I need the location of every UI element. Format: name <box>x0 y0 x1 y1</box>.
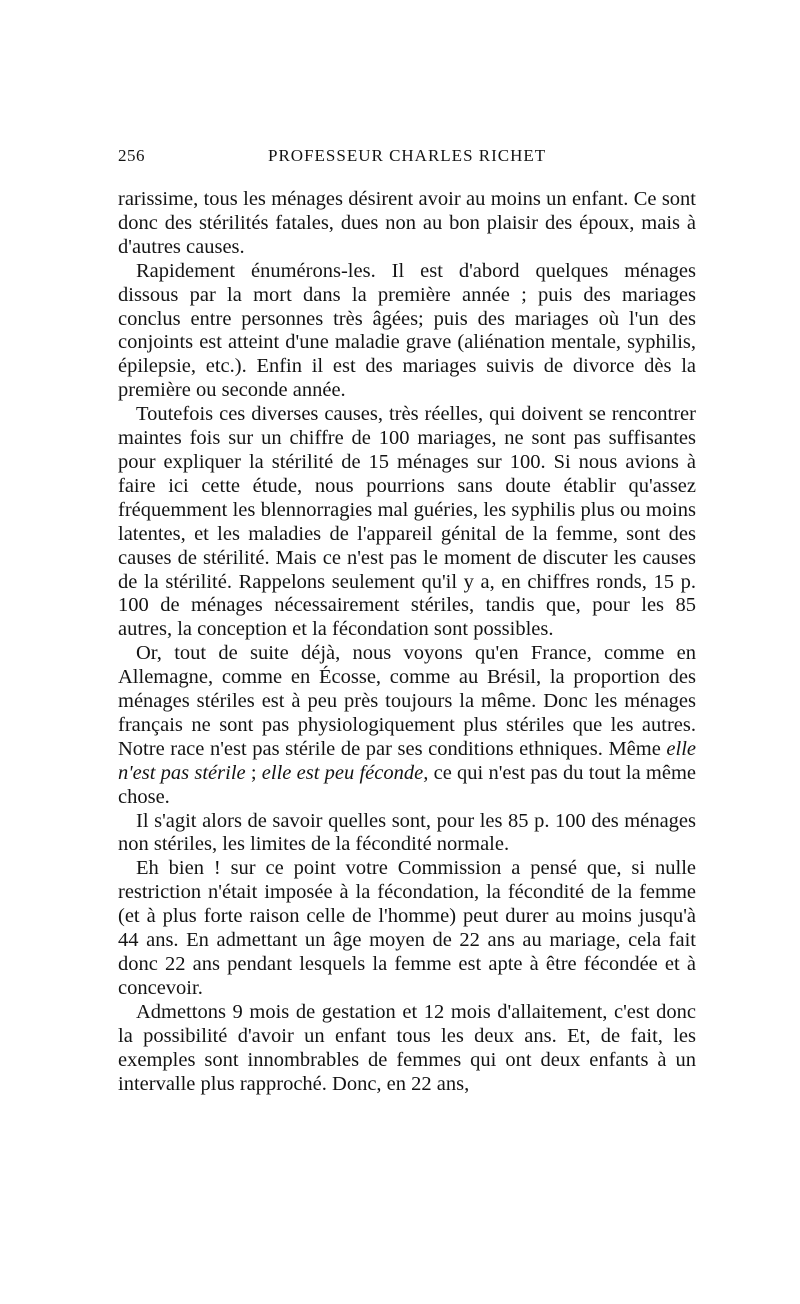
paragraph-4-start: Or, tout de suite déjà, nous voyons qu'en France, comme en Allemagne, comme en Écosse, comme au Brésil, la proportion des ménages stériles est à peu près toujours la même. Donc les ménages français ne sont pas physiologiquement plus stériles que les autres. Notre race n'est pas stérile de par ses conditions ethniques. Même <box>118 642 696 760</box>
book-page <box>118 146 696 1096</box>
paragraph-7: Admettons 9 mois de gestation et 12 mois d'allaitement, c'est donc la possibilité d'avoir un enfant tous les deux ans. Et, de fait, les exemples sont innombrables de femmes qui ont deux enfants à un intervalle plus rapproché. Donc, en 22 ans, <box>118 1000 696 1095</box>
paragraph-4 <box>118 642 696 809</box>
paragraph-6: Eh bien ! sur ce point votre Commission a pensé que, si nulle restriction n'était imposée à la fécondation, la fécondité de la femme (et à plus forte raison celle de l'homme) peut durer au moins jusqu'à 44 ans. En admettant un âge moyen de 22 ans au mariage, cela fait donc 22 ans pendant lesquels la femme est apte à être fécondée et à concevoir. <box>118 857 696 999</box>
italic-phrase-2: elle est peu féconde, <box>261 761 429 784</box>
paragraph-4-separator: ; <box>245 761 262 784</box>
paragraph-4-end: ce qui n'est pas du tout la même chose. <box>118 761 697 808</box>
paragraph-5: Il s'agit alors de savoir quelles sont, pour les 85 p. 100 des ménages non stériles, les limites de la fécondité normale. <box>118 809 696 856</box>
paragraph-2: Rapidement énumérons-les. Il est d'abord quelques ménages dissous par la mort dans la première année ; puis des mariages conclus entre personnes très âgées; puis des mariages où l'un des conjoints est atteint d'une maladie grave (aliénation mentale, syphilis, épilepsie, etc.). Enfin il est des mariages suivis de divorce dès la première ou seconde année. <box>118 259 696 402</box>
running-head <box>118 146 696 170</box>
running-title: PROFESSEUR CHARLES RICHET <box>268 146 547 165</box>
paragraph-3: Toutefois ces diverses causes, très réelles, qui doivent se rencontrer maintes fois sur un chiffre de 100 mariages, ne sont pas suffisantes pour expliquer la stérilité de 15 ménages sur 100. Si nous avions à faire ici cette étude, nous pourrions sans doute établir qu'assez fréquemment les blennorragies mal guéries, les syphilis plus ou moins latentes, et les maladies de l'appareil génital de la femme, sont des causes de stérilité. Mais ce n'est pas le moment de discuter les causes de la stérilité. Rappelons seulement qu'il y a, en chiffres ronds, 15 p. 100 de ménages nécessairement stériles, tandis que, pour les 85 autres, la conception et la fécondation sont possibles. <box>118 403 696 641</box>
paragraph-1: rarissime, tous les ménages désirent avoir au moins un enfant. Ce sont donc des stérilités fatales, dues non au bon plaisir des époux, mais à d'autres causes. <box>118 188 696 258</box>
body-text <box>118 188 696 1096</box>
italic-phrase-1: elle n'est pas stérile <box>118 737 696 784</box>
page-number: 256 <box>118 146 145 165</box>
